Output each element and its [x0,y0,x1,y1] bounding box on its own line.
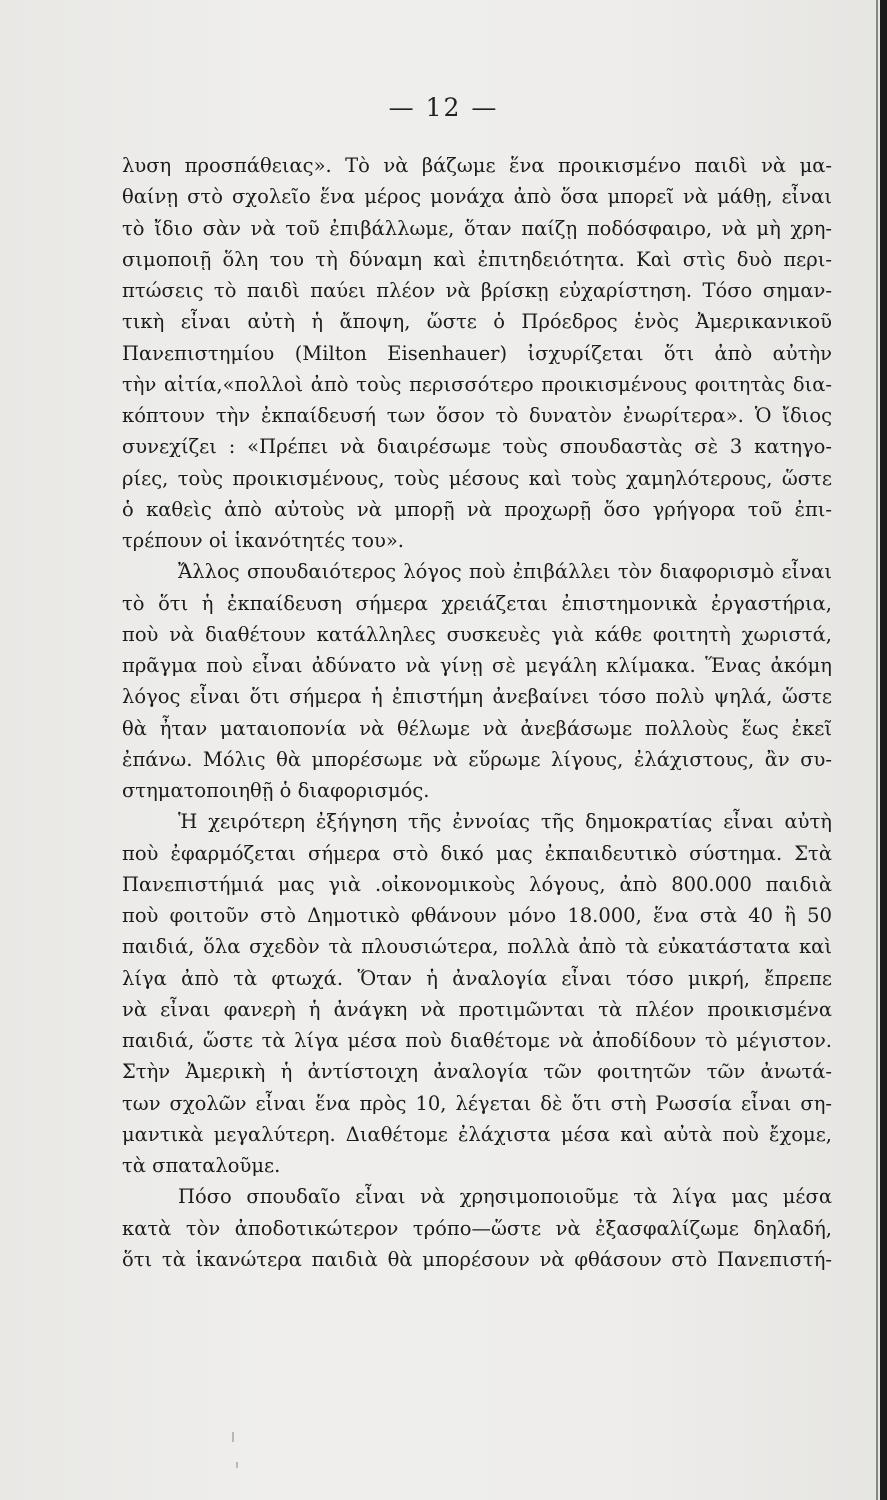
text-line: Στὴν Ἀμερικὴ ἡ ἀντίστοιχη ἀναλογία τῶν φοιτητῶν τῶν ἀνωτά- [122,1060,832,1084]
text-line: ἐπάνω. Μόλις θὰ μπορέσωμε νὰ εὕρωμε λίγους, ἐλάχιστους, ἂν συ- [122,747,832,771]
text-line: ρίες, τοὺς προικισμένους, τοὺς μέσους καὶ τοὺς χαμηλότερους, ὥστε [122,466,832,490]
text-line: παιδιά, ὥστε τὰ λίγα μέσα ποὺ διαθέτομε νὰ ἀποδίδουν τὸ μέγιστον. [122,1029,832,1052]
text-line: των σχολῶν εἶναι ἕνα πρὸς 10, λέγεται δὲ ὅτι στὴ Ρωσσία εἶναι ση- [122,1091,832,1115]
text-line: κόπτουν τὴν ἐκπαίδευσή των ὅσον τὸ δυνατὸν ἐνωρίτερα». Ὁ ἴδιος [122,404,832,427]
text-line: λόγος εἶναι ὅτι σήμερα ἡ ἐπιστήμη ἀνεβαίνει τόσο πολὺ ψηλά, ὥστε [122,685,832,709]
text-line: κατὰ τὸν ἀποδοτικώτερον τρόπο—ὥστε νὰ ἐξασφαλίζωμε δηλαδή, [122,1216,832,1240]
text-line: ποὺ νὰ διαθέτουν κατάλληλες συσκευὲς γιὰ κάθε φοιτητὴ χωριστά, [122,622,832,646]
page-edge-border [880,0,887,1500]
text-line: συνεχίζει : «Πρέπει νὰ διαιρέσωμε τοὺς σπουδαστὰς σὲ 3 κατηγο- [122,435,832,459]
text-line: στηματοποιηθῇ ὁ διαφορισμός. [122,779,430,802]
text-line: λυση προσπάθειας». Τὸ νὰ βάζωμε ἕνα προικισμένο παιδὶ νὰ μα- [122,154,832,177]
text-line: τὸ ἴδιο σὰν νὰ τοῦ ἐπιβάλλωμε, ὅταν παίζῃ ποδόσφαιρο, νὰ μὴ χρη- [122,216,832,240]
text-line: ὁ καθεὶς ἀπὸ αὐτοὺς νὰ μπορῇ νὰ προχωρῇ ὅσο γρήγορα τοῦ ἐπι- [122,497,832,521]
text-line: πρᾶγμα ποὺ εἶναι ἀδύνατο νὰ γίνῃ σὲ μεγάλη κλίμακα. Ἕνας ἀκόμη [122,654,832,677]
scan-speck [232,1432,234,1442]
text-line: Πανεπιστήμιά μας γιὰ .οἰκονομικοὺς λόγους, ἀπὸ 800.000 παιδιὰ [122,872,832,896]
paragraph-start-line: Πόσο σπουδαῖο εἶναι νὰ χρησιμοποιοῦμε τὰ λίγα μας μέσα [178,1185,832,1209]
text-line: ποὺ ἐφαρμόζεται σήμερα στὸ δικό μας ἐκπαιδευτικὸ σύστημα. Στὰ [122,841,832,865]
page-edge-shadow [876,0,878,1500]
text-line: θαίνῃ στὸ σχολεῖο ἕνα μέρος μονάχα ἀπὸ ὅσα μπορεῖ νὰ μάθῃ, εἶναι [122,185,832,209]
text-line: τὴν αἰτία,«πολλοὶ ἀπὸ τοὺς περισσότερο προικισμένους φοιτητὰς δια- [122,372,832,396]
text-line: τρέπουν οἱ ἱκανότητές του». [122,529,404,552]
paragraph-start-line: Ἡ χειρότερη ἐξήγηση τῆς ἐννοίας τῆς δημοκρατίας εἶναι αὐτὴ [178,810,832,834]
text-line: μαντικὰ μεγαλύτερη. Διαθέτομε ἐλάχιστα μέσα καὶ αὐτὰ ποὺ ἔχομε, [122,1122,832,1146]
text-line: σιμοποιῇ ὅλη του τὴ δύναμη καὶ ἐπιτηδειότητα. Καὶ στὶς δυὸ περι- [122,247,832,271]
text-line: παιδιά, ὅλα σχεδὸν τὰ πλουσιώτερα, πολλὰ ἀπὸ τὰ εὐκατάστατα καὶ [122,935,832,959]
text-line: ὅτι τὰ ἱκανώτερα παιδιὰ θὰ μπορέσουν νὰ φθάσουν στὸ Πανεπιστή- [122,1247,832,1271]
scan-speck [236,1462,238,1468]
text-line: τὸ ὅτι ἡ ἐκπαίδευση σήμερα χρειάζεται ἐπιστημονικὰ ἐργαστήρια, [122,591,832,615]
text-line: νὰ εἶναι φανερὴ ἡ ἀνάγκη νὰ προτιμῶνται τὰ πλέον προικισμένα [122,997,832,1021]
text-line: Πανεπιστημίου (Milton Eisenhauer) ἰσχυρίζεται ὅτι ἀπὸ αὐτὴν [122,341,832,365]
text-line: πτώσεις τὸ παιδὶ παύει πλέον νὰ βρίσκῃ εὐχαρίστηση. Τόσο σημαν- [122,279,832,302]
text-line: τὰ σπαταλοῦμε. [122,1154,281,1177]
paragraph-start-line: Ἄλλος σπουδαιότερος λόγος ποὺ ἐπιβάλλει τὸν διαφορισμὸ εἶναι [178,560,832,584]
text-line: θὰ ἦταν ματαιοπονία νὰ θέλωμε νὰ ἀνεβάσωμε πολλοὺς ἕως ἐκεῖ [122,716,832,740]
page-number: — 12 — [388,93,499,122]
text-line: λίγα ἀπὸ τὰ φτωχά. Ὅταν ἡ ἀναλογία εἶναι τόσο μικρή, ἔπρεπε [122,966,832,990]
text-line: τικὴ εἶναι αὐτὴ ἡ ἄποψη, ὥστε ὁ Πρόεδρος ἑνὸς Ἀμερικανικοῦ [122,310,832,334]
body-text [122,150,832,1275]
text-line: ποὺ φοιτοῦν στὸ Δημοτικὸ φθάνουν μόνο 18.000, ἕνα στὰ 40 ἢ 50 [122,904,832,927]
